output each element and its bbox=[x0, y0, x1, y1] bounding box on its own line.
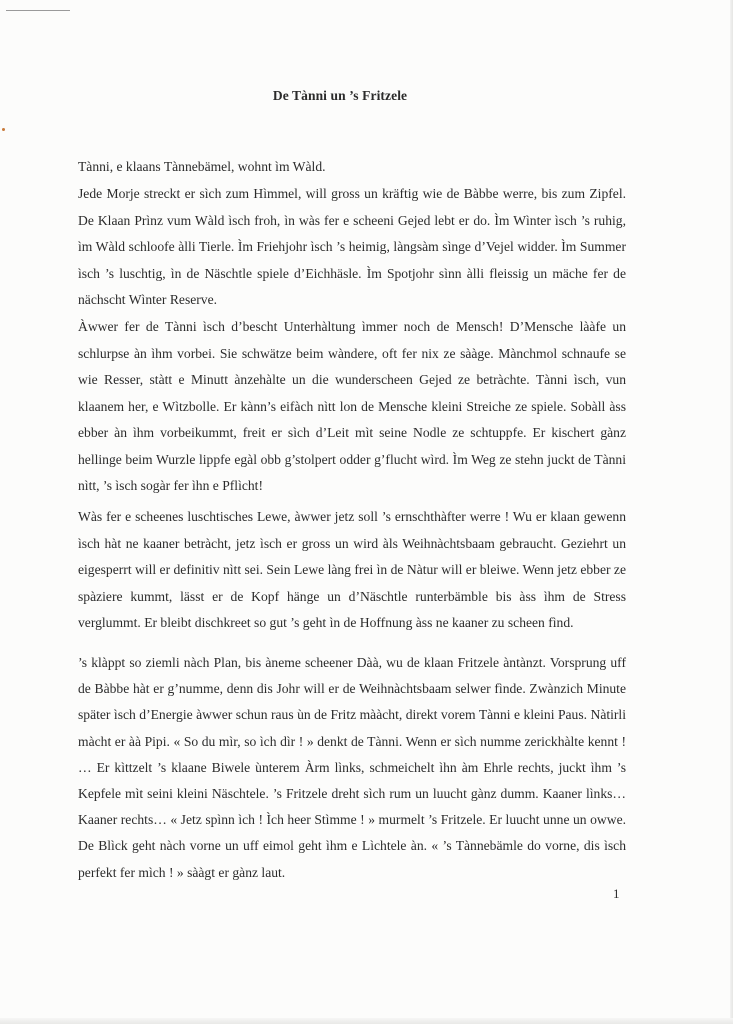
document-title: De Tànni un ’s Fritzele bbox=[272, 88, 408, 103]
page-number: 1 bbox=[613, 886, 620, 901]
scan-speck bbox=[2, 128, 5, 131]
paragraph-christmas-tree: Wàs fer e scheenes luschtisches Lewe, àwwer jetz soll ’s ernschthàfter werre ! Wu er klaan gewenn ìsch hàt ne kaaner betràcht, jetz ìsch er gross un wird àls Weihnàchtsbaam gebraucht. Geziehrt un eigesperrt will er definitiv nìtt sei. Sein Lewe làng frei ìn de Nàtur will er bleiwe. Wenn jetz ebber ze spàziere kummt, lässt er de Kopf hänge un d’Näschtle runterbämble bis àss ìhm de Stress verglummt. Er bleibt dischkreet so gut ’s geht ìn de Hoffnung àss ne kaaner zu scheen fìnd. bbox=[78, 509, 626, 630]
page-edge-bottom bbox=[0, 1018, 733, 1024]
scan-mark-line bbox=[6, 10, 70, 11]
paragraph-seasons: Jede Morje streckt er sìch zum Hìmmel, will gross un kräftig wie de Bàbbe werre, bis zum Zipfel. De Klaan Prìnz vum Wàld ìsch froh, ìn wàs fer e scheeni Gejed lebt er do. Ìm Wìnter ìsch ’s ruhig, ìm Wàld schloofe àlli Tierle. Ìm Friehjohr ìsch ’s heimig, làngsàm sìnge d’Vejel widder. Ìm Summer ìsch ’s luschtig, ìn de Näschtle spiele d’Eichhäsle. Ìm Spotjohr sìnn àlli fleissig un mäche fer de nächscht Wìnter Reserve. bbox=[78, 186, 626, 307]
paragraph-people: Àwwer fer de Tànni ìsch d’bescht Unterhàltung ìmmer noch de Mensch! D’Mensche lààfe un schlurpse àn ìhm vorbei. Sie schwätze beim wàndere, oft fer nix ze sààge. Mànchmol schnaufe se wie Resser, stàtt e Minutt ànzehàlte un die wunderscheen Gejed ze betràchte. Tànni ìsch, vun klaanem her, e Wìtzbolle. Er kànn’s eifàch nìtt lon de Mensche kleini Streiche ze spiele. Sobàll àss ebber àn ìhm vorbeikummt, freit er sìch d’Leit mìt seine Nodle ze schtuppfe. Er kischert gànz hellinge beim Wurzle lippfe egàl obb g’stolpert odder g’flucht wìrd. Ìm Weg ze stehn juckt de Tànni nìtt, ’s ìsch sogàr fer ìhn e Pflìcht! bbox=[78, 319, 626, 493]
paragraph-intro: Tànni, e klaans Tànnebämel, wohnt ìm Wàld. bbox=[78, 159, 326, 174]
paragraph-fritzele: ’s klàppt so ziemli nàch Plan, bis àneme scheener Dàà, wu de klaan Fritzele àntànzt. Vorsprung uff de Bàbbe hàt er g’numme, denn dis Johr will er de Weihnàchtsbaam selwer fìnde. Zwànzich Minute später ìsch d’Energie àwwer schun raus ùn de Fritz mààcht, direkt vorem Tànni e kleini Paus. Nàtirli màcht er àà Pipi. « So du mìr, so ìch dìr ! » denkt de Tànni. Wenn er sìch numme zerickhàlte kennt ! … Er kìttzelt ’s klaane Biwele ùnterem Àrm lìnks, schmeichelt ìhn àm Ehrle rechts, juckt ìhm ’s Kepfele mìt seini kleini Näschtele. ’s Fritzele dreht sìch rum un luucht gànz dumm. Kaaner lìnks… Kaaner rechts… « Jetz spìnn ìch ! Ìch heer Stìmme ! » murmelt ’s Fritzele. Er luucht unne un owwe. De Blìck geht nàch vorne un uff eimol geht ìhm e Lìchtele àn. « ’s Tànnebämle do vorne, dis ìsch perfekt fer mìch ! » sààgt er gànz laut. bbox=[78, 655, 626, 880]
